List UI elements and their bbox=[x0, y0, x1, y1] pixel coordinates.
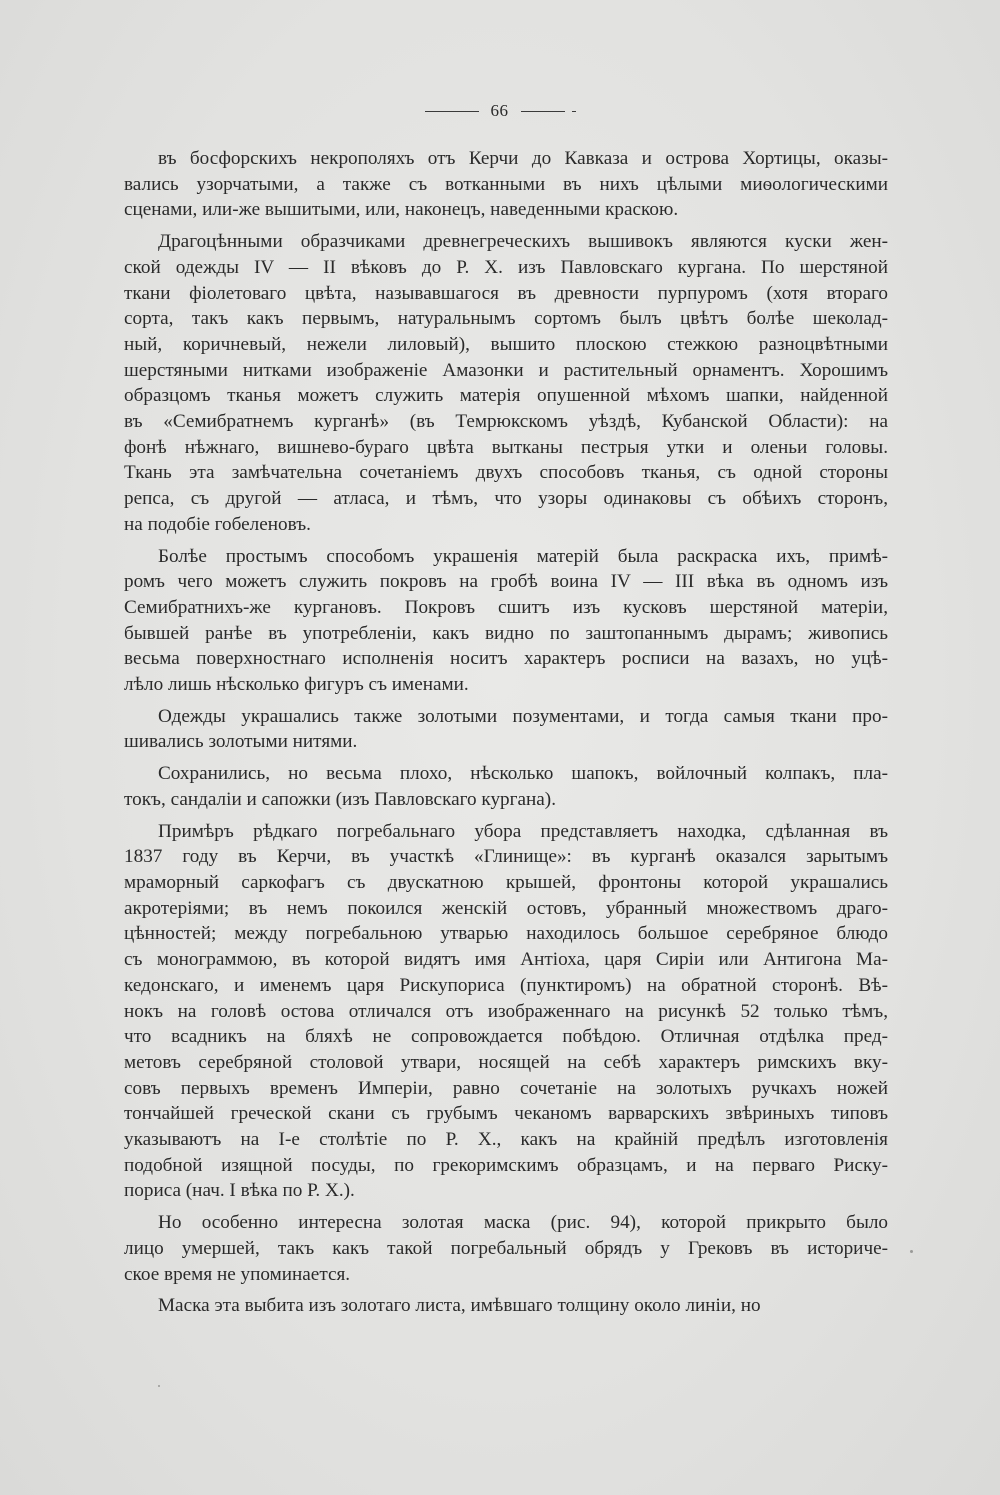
text-line: Примѣръ рѣдкаго погребальнаго убора представляетъ находка, сдѣланная въ bbox=[158, 820, 888, 842]
page-header bbox=[0, 98, 1000, 124]
header-rule-tick bbox=[572, 111, 576, 112]
text-line: что всадникъ на бляхѣ не сопровождается побѣдою. Отличная отдѣлка пред- bbox=[124, 1026, 888, 1048]
text-line: метовъ серебряной столовой утвари, носящей на себѣ характеръ римскихъ вку- bbox=[124, 1051, 888, 1073]
text-line: репса, съ другой — атласа, и тѣмъ, что узоры одинаковы съ обѣихъ сторонъ, bbox=[124, 488, 888, 510]
text-line: въ «Семибратнемъ курганѣ» (въ Темрюкскомъ уѣздѣ, Кубанской Области): на bbox=[124, 411, 888, 433]
paragraph bbox=[124, 704, 888, 755]
text-line: Но особенно интересна золотая маска (рис. 94), которой прикрыто было bbox=[158, 1212, 888, 1234]
text-line: мраморный саркофагъ съ двускатною крышей, фронтоны которой украшались bbox=[124, 871, 888, 893]
paragraph bbox=[124, 229, 888, 537]
text-line: вались узорчатыми, а также съ вотканными въ нихъ цѣлыми миѳологическими bbox=[124, 173, 888, 195]
paragraph bbox=[124, 1210, 888, 1287]
body-text bbox=[124, 146, 888, 1325]
text-line: Одежды украшались также золотыми позументами, и тогда самыя ткани про- bbox=[158, 705, 888, 727]
paragraph bbox=[124, 146, 888, 223]
text-line: ный, коричневый, нежели лиловый), вышито плоскою стежкою разноцвѣтными bbox=[124, 333, 888, 355]
text-line: ской одежды IV — II вѣковъ до Р. Х. изъ Павловскаго кургана. По шерстяной bbox=[124, 256, 888, 278]
text-line: съ монограммою, въ которой видятъ имя Антіоха, царя Сиріи или Антигона Ма- bbox=[124, 949, 888, 971]
text-line: токъ, сандаліи и сапожки (изъ Павловскаго кургана). bbox=[124, 788, 556, 810]
text-line: шерстяными нитками изображеніе Амазонки и растительный орнаментъ. Хорошимъ bbox=[124, 359, 888, 381]
paper-speck bbox=[910, 1250, 913, 1253]
text-line: Ткань эта замѣчательна сочетаніемъ двухъ способовъ тканья, съ одной стороны bbox=[124, 462, 888, 484]
text-line: Семибратнихъ-же кургановъ. Покровъ сшитъ изъ кусковъ шерстяной матеріи, bbox=[124, 596, 888, 618]
text-line: нокъ на головѣ остова отличался отъ изображеннаго на рисункѣ 52 только тѣмъ, bbox=[124, 1000, 888, 1022]
text-line: акротеріями; въ немъ покоился женскій остовъ, убранный множествомъ драго- bbox=[124, 897, 888, 919]
text-line: шивались золотыми нитями. bbox=[124, 731, 358, 753]
text-line: совъ первыхъ временъ Имперіи, равно сочетаніе на золотыхъ ручкахъ ножей bbox=[124, 1077, 888, 1099]
paragraph bbox=[124, 544, 888, 698]
text-line: цѣнностей; между погребальною утварью находилось большое серебряное блюдо bbox=[124, 923, 888, 945]
text-line: весьма поверхностнаго исполненія носитъ характеръ росписи на вазахъ, но уцѣ- bbox=[124, 648, 888, 670]
text-line: Сохранились, но весьма плохо, нѣсколько шапокъ, войлочный колпакъ, пла- bbox=[158, 763, 888, 785]
text-line: ромъ чего можетъ служить покровъ на гробѣ воина IV — III вѣка въ одномъ изъ bbox=[124, 571, 888, 593]
text-line: тончайшей греческой скани съ грубымъ чеканомъ варварскихъ звѣриныхъ типовъ bbox=[124, 1103, 888, 1125]
text-line: въ босфорскихъ некрополяхъ отъ Керчи до Кавказа и острова Хортицы, оказы- bbox=[158, 148, 888, 169]
text-line: образцомъ тканья можетъ служить матерія опушенной мѣхомъ шапки, найденной bbox=[124, 385, 888, 407]
text-line: ское время не упоминается. bbox=[124, 1263, 351, 1285]
paper-speck bbox=[158, 1385, 160, 1387]
text-line: кедонскаго, и именемъ царя Рискупориса (пунктиромъ) на обратной сторонѣ. Вѣ- bbox=[124, 974, 888, 996]
text-line: лицо умершей, такъ какъ такой погребальный обрядъ у Грековъ въ историче- bbox=[124, 1237, 888, 1259]
text-line: Болѣе простымъ способомъ украшенія матерій была раскраска ихъ, примѣ- bbox=[158, 545, 888, 567]
text-line: сценами, или-же вышитыми, или, наконецъ, наведенными краскою. bbox=[124, 199, 679, 221]
paragraph bbox=[124, 819, 888, 1205]
text-line: подобной изящной посуды, по грекоримскимъ образцамъ, и на перваго Риску- bbox=[124, 1154, 888, 1176]
paragraph bbox=[124, 1293, 888, 1319]
text-line: 1837 году въ Керчи, въ участкѣ «Глинище»: въ курганѣ оказался зарытымъ bbox=[124, 846, 888, 868]
page-number: 66 bbox=[490, 101, 509, 120]
text-line: лѣло лишь нѣсколько фигуръ съ именами. bbox=[124, 674, 469, 696]
text-line: на подобіе гобеленовъ. bbox=[124, 513, 311, 535]
text-line: Маска эта выбита изъ золотаго листа, имѣвшаго толщину около линіи, но bbox=[158, 1295, 761, 1317]
paragraph bbox=[124, 761, 888, 812]
text-line: пориса (нач. I вѣка по Р. Х.). bbox=[124, 1180, 355, 1202]
header-rule-left bbox=[425, 111, 479, 112]
header-rule-right bbox=[521, 111, 565, 112]
text-line: ткани фіолетоваго цвѣта, называвшагося въ древности пурпуромъ (хотя втораго bbox=[124, 282, 888, 304]
text-line: бывшей ранѣе въ употребленіи, какъ видно по заштопаннымъ дырамъ; живопись bbox=[124, 622, 888, 644]
text-line: указываютъ на I-е столѣтіе по Р. Х., какъ на крайній предѣлъ изготовленія bbox=[124, 1129, 888, 1151]
text-line: сорта, такъ какъ первымъ, натуральнымъ сортомъ былъ цвѣтъ болѣе шеколад- bbox=[124, 308, 888, 330]
text-line: фонѣ нѣжнаго, вишнево-бураго цвѣта вытканы пестрыя утки и оленьи головы. bbox=[124, 436, 888, 458]
text-line: Драгоцѣнными образчиками древнегреческихъ вышивокъ являются куски жен- bbox=[158, 231, 888, 253]
